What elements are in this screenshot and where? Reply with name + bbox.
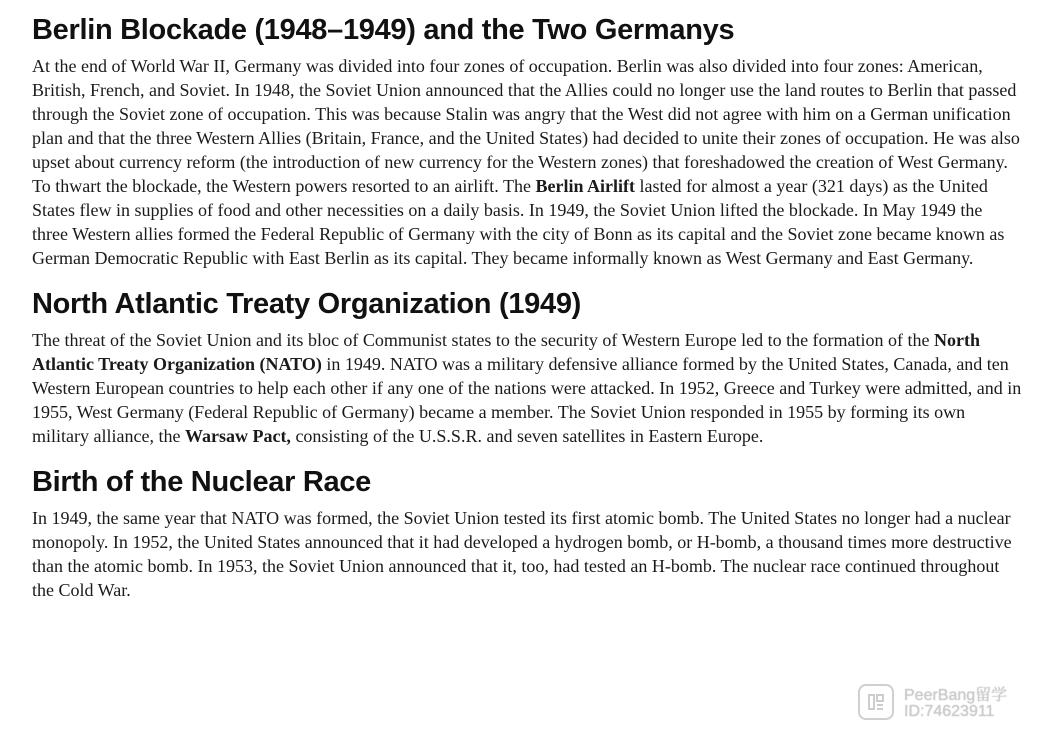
document-page: [32, 10, 1022, 602]
text-run: In 1949, the same year that NATO was formed, the Soviet Union tested its first atomic bomb. The United States no longer had a nuclear monopoly. In 1952, the United States announced that it had developed a hydrogen bomb, or H-bomb, a thousand times more destructive than the atomic bomb. In 1953, the Soviet Union announced that it, too, had tested an H-bomb. The nuclear race continued throughout the Cold War.: [32, 508, 1012, 600]
watermark-id: ID:74623911: [904, 703, 995, 720]
peerbang-logo-icon: [858, 684, 894, 720]
bold-term-warsaw-pact: Warsaw Pact,: [184, 426, 291, 446]
watermark: [858, 678, 1043, 726]
section-nato: [32, 284, 1022, 448]
section-nuclear-race: [32, 462, 1022, 602]
section-paragraph: [32, 328, 1022, 448]
section-heading: North Atlantic Treaty Organization (1949): [32, 288, 582, 320]
bold-term-berlin-airlift: Berlin Airlift: [535, 176, 635, 196]
section-heading: Birth of the Nuclear Race: [32, 466, 371, 498]
text-run: consisting of the U.S.S.R. and seven satellites in Eastern Europe.: [290, 426, 764, 446]
section-heading: Berlin Blockade (1948–1949) and the Two Germanys: [32, 14, 735, 46]
text-run: lasted for almost a year (321 days) as the United States flew in supplies of food and other necessities on a daily basis. In 1949, the Soviet Union lifted the blockade. In May 1949 the three Western allies formed the Federal Republic of Germany with the city of Bonn as its capital and the Soviet zone became known as German Democratic Republic with East Berlin as its capital. They became informally known as West Germany and East Germany.: [32, 176, 1005, 268]
text-run: The threat of the Soviet Union and its bloc of Communist states to the security of Western Europe led to the formation of the: [32, 330, 935, 350]
bold-term-nato: North Atlantic Treaty Organization (NATO): [32, 330, 981, 374]
watermark-brand: PeerBang留学: [904, 687, 1008, 704]
section-paragraph: [32, 506, 1022, 602]
text-run: in 1949. NATO was a military defensive alliance formed by the United States, Canada, and ten Western European countries to help each other if any one of the nations were attacked. In 1952, Greece and Turkey were admitted, and in 1955, West Germany (Federal Republic of Germany) became a member. The Soviet Union responded in 1955 by forming its own military alliance, the: [32, 354, 1022, 446]
section-paragraph: [32, 54, 1022, 270]
section-berlin-blockade: [32, 10, 1022, 270]
text-run: At the end of World War II, Germany was divided into four zones of occupation. Berlin was also divided into four zones: American, British, French, and Soviet. In 1948, the Soviet Union announced that the Allies could no longer use the land routes to Berlin that passed through the Soviet zone of occupation. This was because Stalin was angry that the West did not agree with him on a German unification plan and that the three Western Allies (Britain, France, and the United States) had decided to unite their zones of occupation. He was also upset about currency reform (the introduction of new currency for the Western zones) that foreshadowed the creation of West Germany. To thwart the blockade, the Western powers resorted to an airlift. The: [32, 56, 1020, 196]
